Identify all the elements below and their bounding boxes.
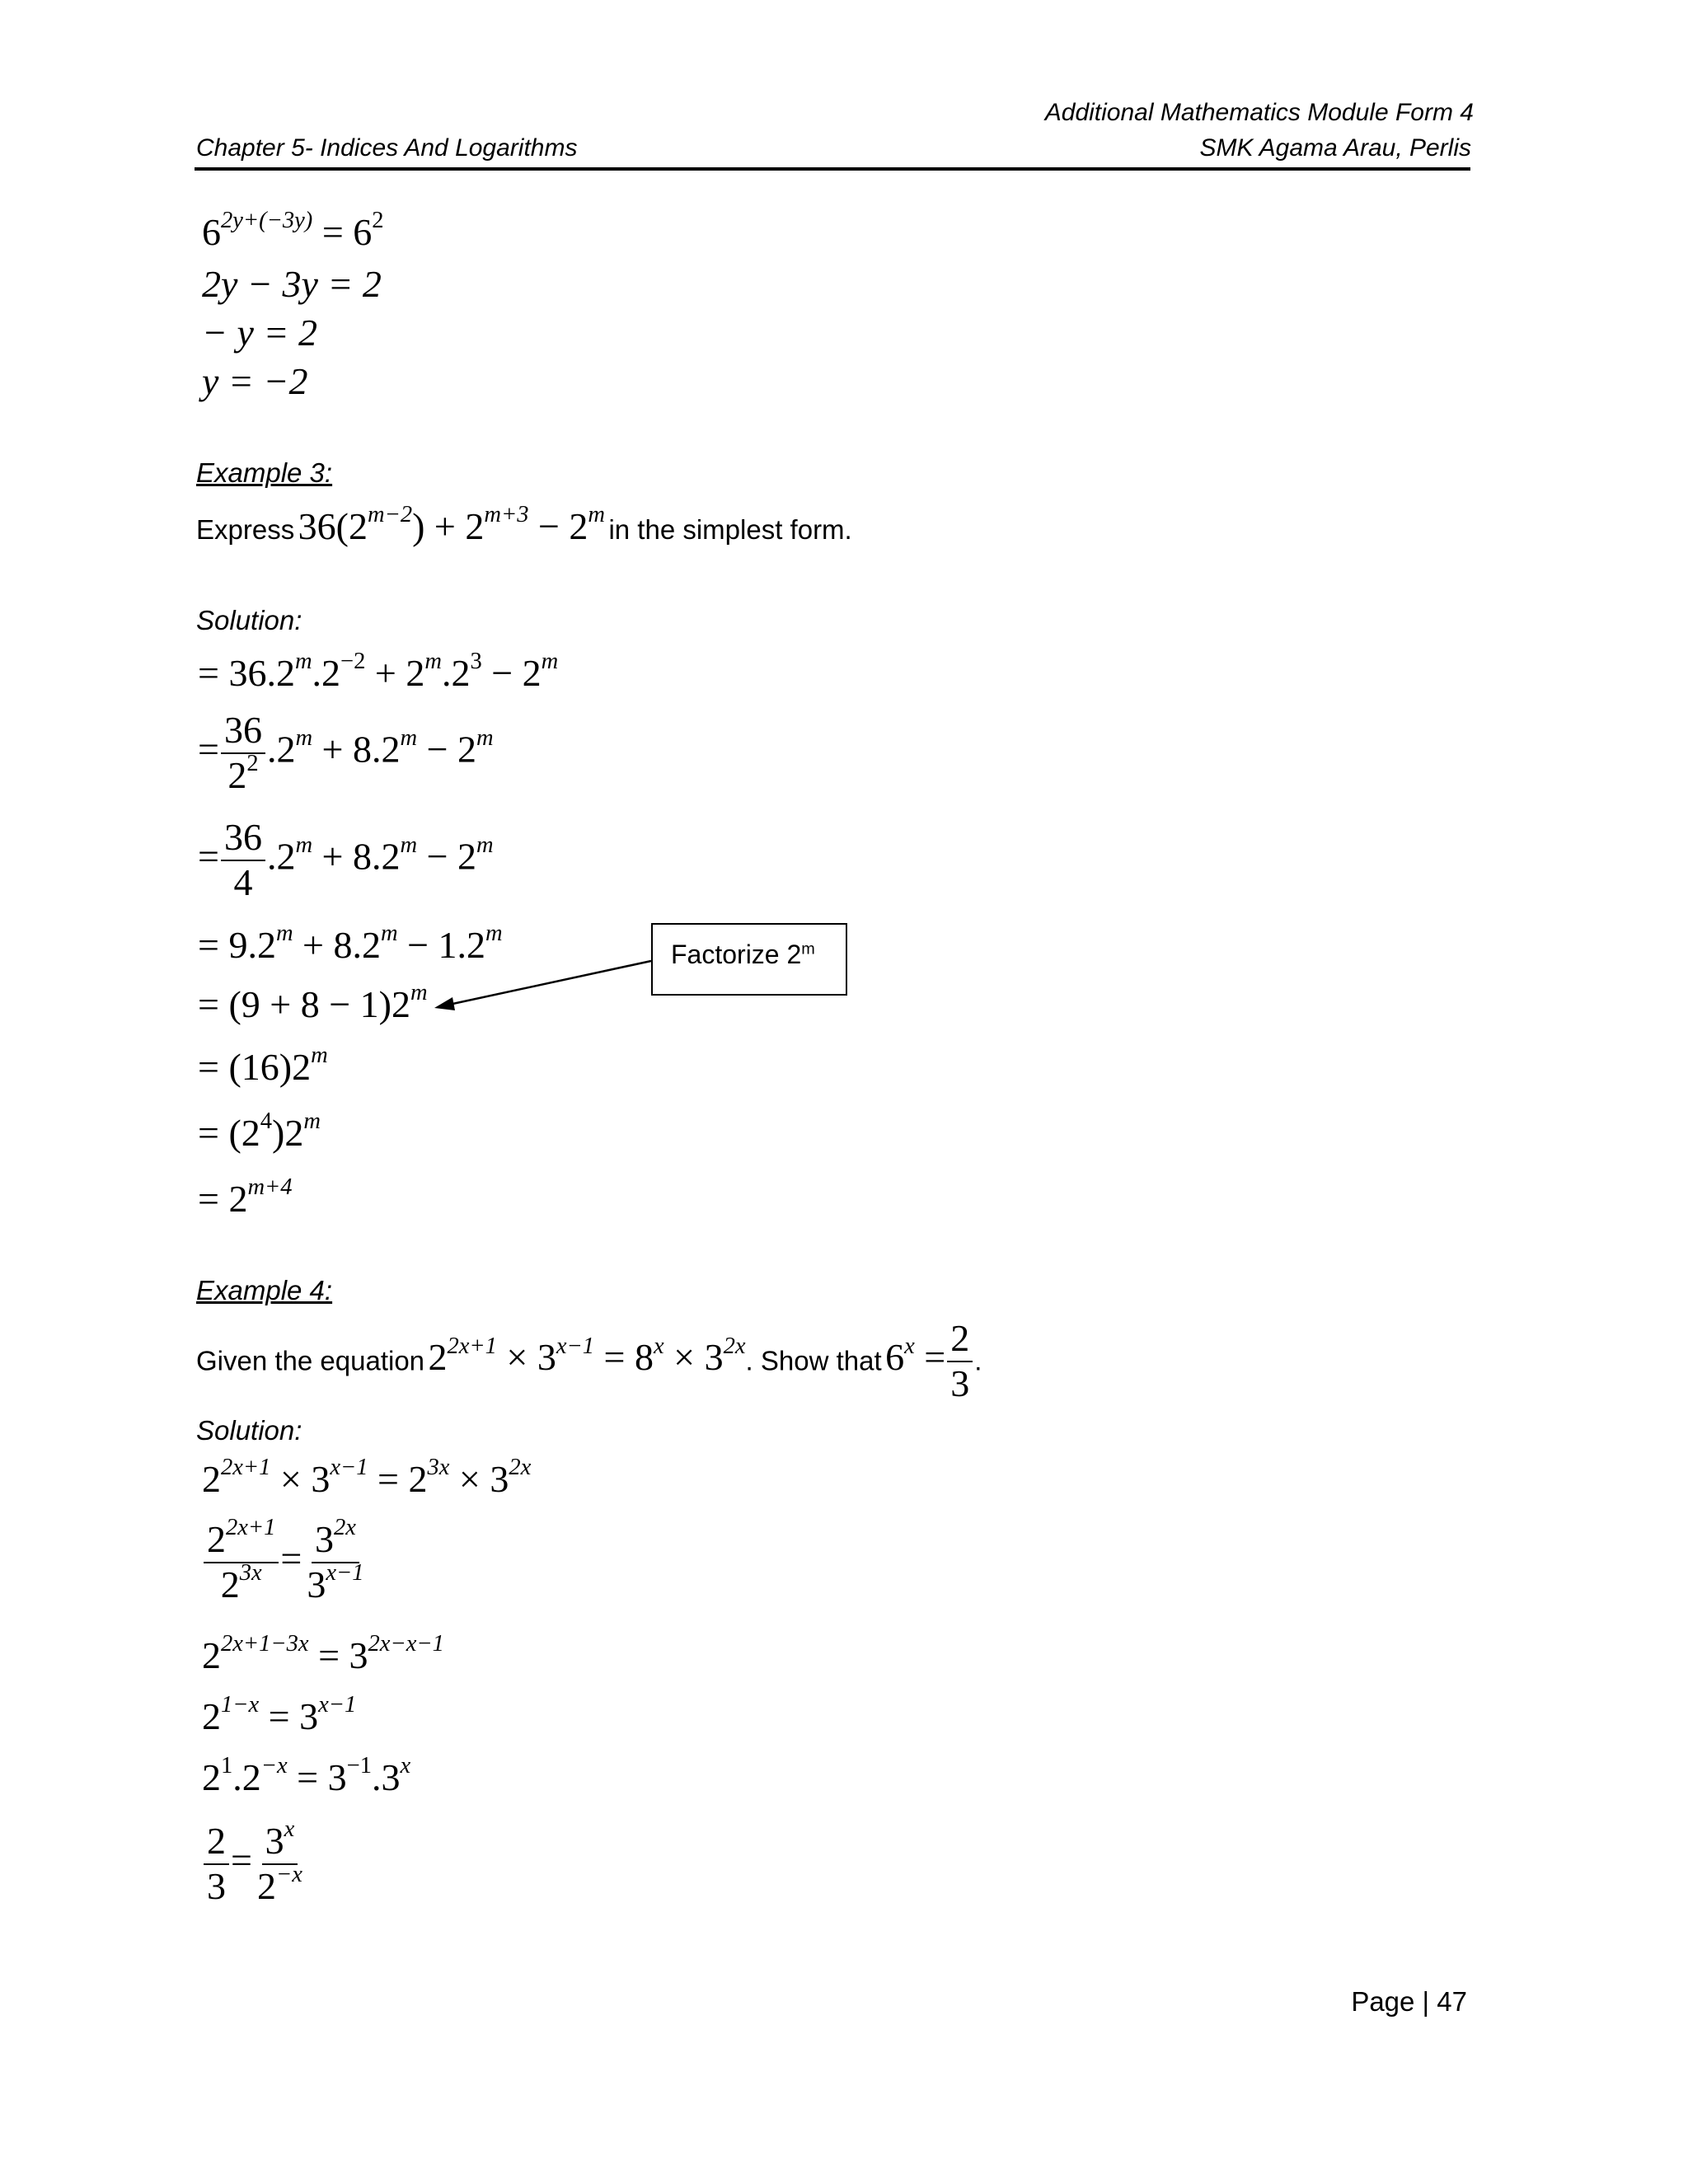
ex3-step-4: = $9.2^m + 8.2^m - 1.2^m$: [198, 921, 503, 966]
ex4-step-6: $\frac{2}{3}$ = $\frac{3^x}{2^{-x}}$: [202, 1820, 307, 1909]
example-4-heading: Example 4:: [196, 1275, 333, 1305]
school-name: SMK Agama Arau, Perlis: [1199, 134, 1471, 162]
example-4-solution-label: Solution:: [196, 1415, 302, 1446]
ex3-step-7: = $(2^4)2^m$: [198, 1108, 321, 1154]
example-3-prompt: Express $36(2^{m-2}) + 2^{m+3} - 2^m$ in the simplest form.: [196, 502, 852, 547]
ex4-step-5: $2^1.2^{-x} = 3^{-1}.3^x$: [202, 1753, 411, 1798]
module-title: Additional Mathematics Module Form 4: [1044, 99, 1474, 126]
page-number: Page | 47: [1351, 1986, 1467, 2017]
example-3-heading: Example 3:: [196, 457, 333, 488]
cont-line-3: − y = 2: [202, 312, 317, 354]
cont-line-1: $6^{2y+(-3y)} = 6^2$: [202, 208, 384, 253]
factorize-callout-text: Factorize 2$^m$: [671, 940, 815, 969]
cont-line-2: 2y − 3y = 2: [202, 263, 382, 305]
ex3-step-1: = $36.2^m.2^{-2} + 2^m.2^3 - 2^m$: [198, 649, 559, 694]
ex4-step-3: $2^{2x+1-3x} = 3^{2x-x-1}$: [202, 1631, 444, 1676]
example-4-prompt: Given the equation $2^{2x+1} \times 3^{x-1} = 8^x \times 3^{2x}$. Show that $6^x$ = $\frac{2}{3}$ .: [196, 1317, 982, 1404]
example-3-solution-label: Solution:: [196, 605, 302, 635]
example-4-equation: $2^{2x+1} \times 3^{x-1} = 8^x \times 3^{2x}$: [428, 1333, 746, 1379]
ex3-step-6: = $(16)2^m$: [198, 1043, 328, 1088]
chapter-title: Chapter 5- Indices And Logarithms: [196, 134, 578, 162]
ex3-step-2: = $\frac{36}{2^2}$ $.2^m + 8.2^m - 2^m$: [198, 709, 494, 796]
ex3-step-3: = $\frac{36}{4}$ $.2^m + 8.2^m - 2^m$: [198, 816, 494, 903]
ex4-step-4: $2^{1-x} = 3^{x-1}$: [202, 1692, 357, 1737]
example-3-expression: $36(2^{m-2}) + 2^{m+3} - 2^m$: [298, 502, 605, 547]
ex3-step-5: = $(9 + 8 - 1)2^m$: [198, 980, 428, 1025]
cont-line-4: y = −2: [202, 360, 308, 402]
ex3-step-8: = $2^{m+4}$: [198, 1174, 293, 1220]
ex4-step-2: $\frac{2^{2x+1}}{2^{3x}}$ = $\frac{3^{2x}}{3^{x-1}}$: [202, 1518, 369, 1607]
example-4-target: $6^x$ = $\frac{2}{3}$: [885, 1336, 974, 1378]
ex4-step-1: $2^{2x+1} \times 3^{x-1} = 2^{3x} \times 3^{2x}$: [202, 1455, 532, 1500]
